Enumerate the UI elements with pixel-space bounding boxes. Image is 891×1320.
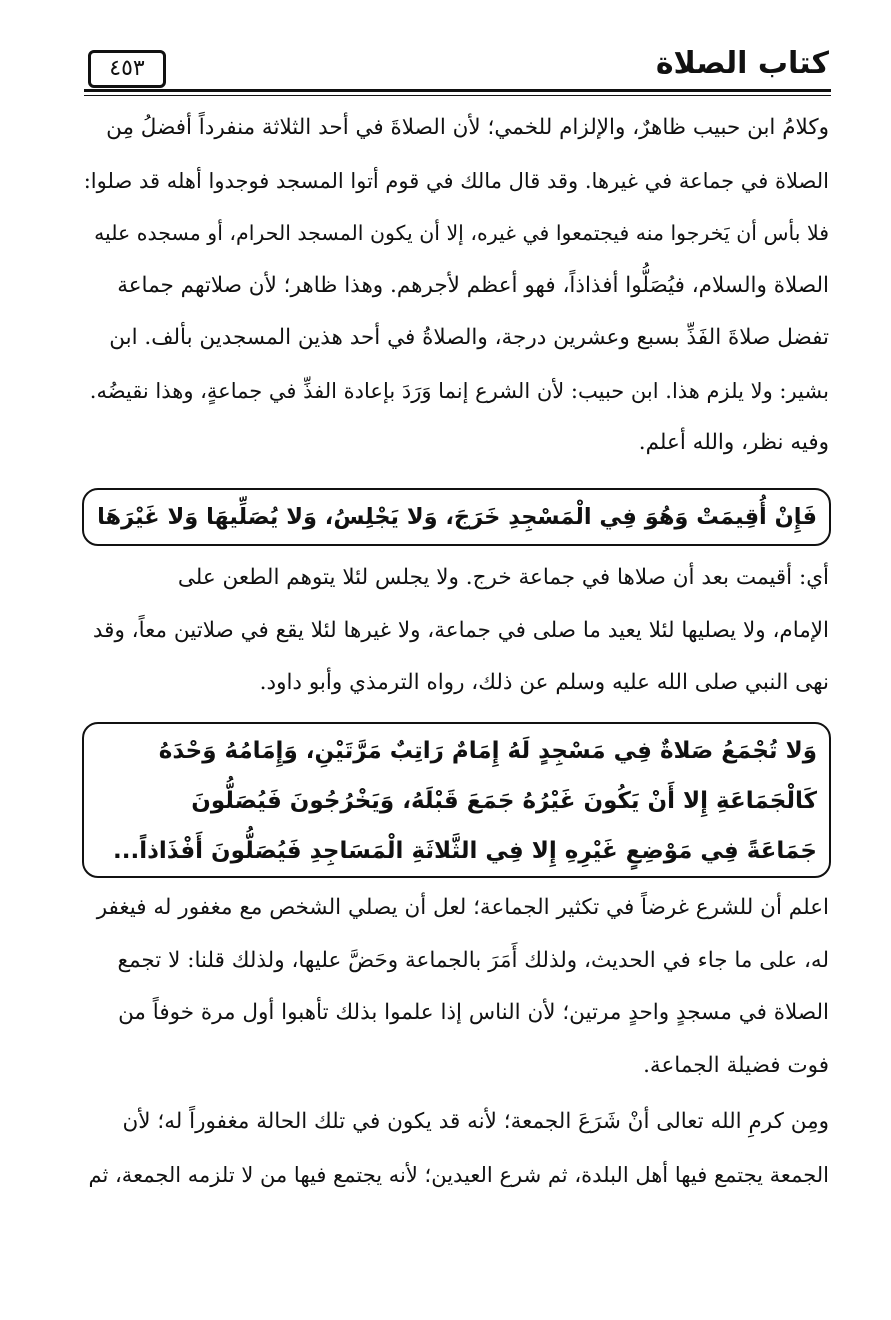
commentary-paragraph-4: [80, 1096, 829, 1201]
text-line: وكلامُ ابن حبيب ظاهرٌ، والإلزام للخمي؛ لأن الصلاةَ في أحد الثلاثة منفرداً أفضلُ مِن: [106, 115, 829, 140]
commentary-paragraph-3: [80, 882, 829, 1092]
text-line: أي: أقيمت بعد أن صلاها في جماعة خرج. ولا يجلس لئلا يتوهم الطعن على: [177, 565, 829, 590]
text-line: فلا بأس أن يَخرجوا منه فيجتمعوا في غيره، إلا أن يكون المسجد الحرام، أو مسجده عليه: [94, 221, 829, 245]
text-line: الصلاة في مسجدٍ واحدٍ مرتين؛ لأن الناس إذا علموا بذلك تأهبوا أول مرة خوفاً من: [118, 1000, 829, 1025]
text-line: اعلم أن للشرع غرضاً في تكثير الجماعة؛ لعل أن يصلي الشخص مع مغفور له فيغفر: [96, 895, 829, 920]
matn-line: فَإِنْ أُقِيمَتْ وَهُوَ فِي الْمَسْجِدِ خَرَجَ، وَلا يَجْلِسُ، وَلا يُصَلِّيهَا وَلا غَيْرَهَا: [97, 504, 817, 530]
matn-line: جَمَاعَةً فِي مَوْضِعٍ غَيْرِهِ إِلا فِي الثَّلاثَةِ الْمَسَاجِدِ فَيُصَلُّونَ أَفْذَاذاً...: [113, 838, 817, 864]
text-line: الصلاة في جماعة في غيرها. وقد قال مالك في قوم أتوا المسجد فوجدوا أهله قد صلوا:: [83, 168, 829, 193]
text-line: الإمام، ولا يصليها لئلا يعيد ما صلى في جماعة، ولا غيرها لئلا يقع في صلاتين معاً، وقد: [92, 617, 829, 643]
text-line: ومِن كرمِ الله تعالى أنْ شَرَعَ الجمعة؛ لأنه قد يكون في تلك الحالة مغفوراً له؛ لأن: [122, 1109, 829, 1134]
text-line: الصلاة والسلام، فيُصَلُّوا أفذاذاً، فهو أعظم لأجرهم. وهذا ظاهر؛ لأن صلاتهم جماعة: [117, 272, 829, 298]
text-line: الجمعة يجتمع فيها أهل البلدة، ثم شرع العيدين؛ لأنه يجتمع فيها من لا تلزمه الجمعة، ثم: [88, 1162, 829, 1187]
matn-text-box: [82, 722, 831, 878]
running-head-title: كتاب الصلاة: [655, 46, 829, 81]
commentary-paragraph-2: [80, 552, 829, 710]
text-line: تفضل صلاةَ الفَذِّ بسبع وعشرين درجة، والصلاةُ في أحد هذين المسجدين بألف. ابن: [109, 325, 829, 350]
page-number: ٤٥٣: [88, 50, 166, 88]
text-line: نهى النبي صلى الله عليه وسلم عن ذلك، رواه الترمذي وأبو داود.: [259, 670, 829, 695]
header-rule: [84, 89, 831, 92]
text-line: له، على ما جاء في الحديث، ولذلك أَمَرَ بالجماعة وحَضَّ عليها، ولذلك قلنا: لا تجمع: [117, 947, 829, 973]
matn-text-box: [82, 488, 831, 546]
matn-line: كَالْجَمَاعَةِ إِلا أَنْ يَكُونَ غَيْرُهُ جَمَعَ قَبْلَهُ، وَيَخْرُجُونَ فَيُصَلُّونَ: [191, 788, 817, 814]
text-line: بشير: ولا يلزم هذا. ابن حبيب: لأن الشرع إنما وَرَدَ بإعادة الفذِّ في جماعةٍ، وهذا نقيضُه.: [89, 378, 829, 403]
text-line: وفيه نظر، والله أعلم.: [638, 430, 829, 455]
text-line: فوت فضيلة الجماعة.: [643, 1052, 829, 1078]
commentary-paragraph-1: [80, 102, 829, 470]
matn-line: وَلا تُجْمَعُ صَلاةٌ فِي مَسْجِدٍ لَهُ إِمَامٌ رَاتِبٌ مَرَّتَيْنِ، وَإِمَامُهُ وَحْدَهُ: [158, 738, 817, 764]
header-rule-thin: [84, 95, 831, 96]
